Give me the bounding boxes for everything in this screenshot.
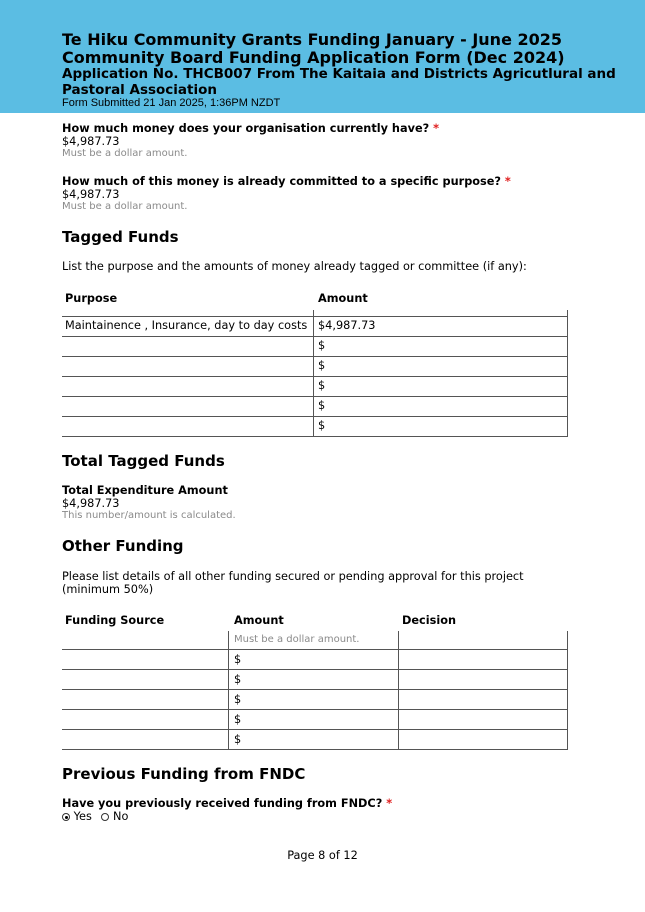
tagged-funds-description: List the purpose and the amounts of money already tagged or committee (if any): (62, 260, 527, 273)
amount-cell: $ (234, 653, 242, 666)
page-number: Page 8 of 12 (287, 849, 358, 862)
total-expenditure-label: Total Expenditure Amount (62, 484, 228, 497)
other-funding-description: Please list details of all other funding secured or pending approval for this project (minimum 50%) (62, 570, 524, 596)
yes-option[interactable]: Yes (62, 810, 92, 823)
previous-funding-question: Have you previously received funding from FNDC? * (62, 797, 393, 810)
amount-column-header: Amount (234, 614, 284, 627)
no-option[interactable]: No (101, 810, 128, 823)
amount-cell: $ (318, 379, 326, 392)
purpose-cell: Maintainence , Insurance, day to day costs (65, 319, 308, 332)
application-title: Application No. THCB007 From The Kaitaia and Districts Agricutlural and Pastoral Association (62, 66, 616, 98)
required-marker: * (386, 797, 393, 810)
amount-cell: $ (318, 359, 326, 372)
form-title: Te Hiku Community Grants Funding January - June 2025 (62, 30, 563, 49)
required-marker: * (433, 122, 440, 135)
form-subtitle: Community Board Funding Application Form (Dec 2024) (62, 48, 565, 67)
purpose-column-header: Purpose (65, 292, 118, 305)
required-marker: * (504, 175, 511, 188)
radio-unselected-icon[interactable] (101, 813, 109, 821)
other-funding-heading: Other Funding (62, 537, 184, 555)
amount-cell: $ (318, 339, 326, 352)
amount-cell: $ (234, 713, 242, 726)
header-banner (0, 0, 645, 113)
total-tagged-heading: Total Tagged Funds (62, 452, 225, 470)
amount-cell: $4,987.73 (318, 319, 376, 332)
amount-cell: $ (318, 419, 326, 432)
radio-selected-icon[interactable] (62, 813, 70, 821)
current-money-question: How much money does your organisation currently have? * (62, 122, 440, 135)
submitted-date: Form Submitted 21 Jan 2025, 1:36PM NZDT (62, 97, 281, 109)
previous-funding-heading: Previous Funding from FNDC (62, 765, 306, 783)
total-expenditure-value: $4,987.73 (62, 497, 120, 510)
committed-money-hint: Must be a dollar amount. (62, 201, 188, 212)
current-money-hint: Must be a dollar amount. (62, 148, 188, 159)
amount-cell: $ (234, 733, 242, 746)
previous-funding-radio-group (62, 810, 134, 824)
amount-cell: $ (318, 399, 326, 412)
amount-cell: $ (234, 673, 242, 686)
current-money-value: $4,987.73 (62, 135, 120, 148)
amount-hint: Must be a dollar amount. (234, 634, 360, 645)
funding-source-column-header: Funding Source (65, 614, 165, 627)
committed-money-value: $4,987.73 (62, 188, 120, 201)
total-expenditure-hint: This number/amount is calculated. (62, 510, 236, 521)
committed-money-question: How much of this money is already committed to a specific purpose? * (62, 175, 511, 188)
tagged-funds-heading: Tagged Funds (62, 228, 179, 246)
decision-column-header: Decision (402, 614, 457, 627)
amount-column-header: Amount (318, 292, 368, 305)
amount-cell: $ (234, 693, 242, 706)
